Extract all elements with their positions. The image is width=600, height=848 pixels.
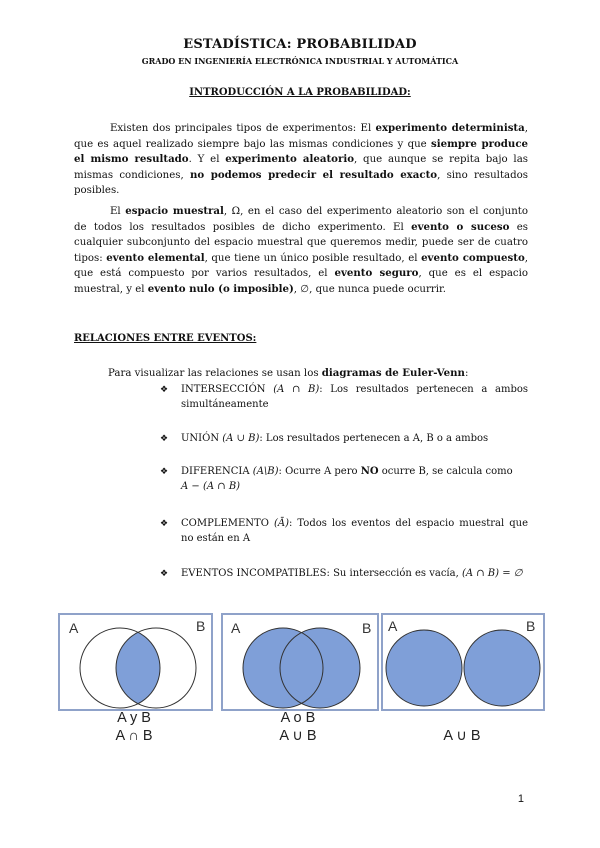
list-item-difference: ❖ DIFERENCIA (A\B): Ocurre A pero NO ocurre B, se calcula como A − (A ∩ B) [160,466,513,492]
list-item-incompatible: ❖ EVENTOS INCOMPATIBLES: Su intersección es vacía, (A ∩ B) = ∅ [160,566,528,581]
relations-intro: Para visualizar las relaciones se usan los diagramas de Euler-Venn: [108,367,469,379]
set-b-circle [464,630,540,706]
intro-heading: INTRODUCCIÓN A LA PROBABILIDAD: [189,87,411,98]
caption-union-words: A o B [280,710,316,726]
set-b-label: B [362,620,372,636]
diamond-bullet-icon: ❖ [160,434,169,444]
set-b-label: B [526,618,536,634]
set-a-label: A [388,618,398,634]
relations-heading: RELACIONES ENTRE EVENTOS: [74,333,257,344]
intro-paragraph-1: Existen dos principales tipos de experimentos: El experimento determinista, que es aquel realizado siempre bajo las mismas condiciones y que siempre produce el mismo resultado. Y el experimento aleatorio, que aunque se repita bajo las mismas condiciones, no podemos predecir el resultado exacto, sino resultados posibles. [74,122,528,197]
intro-paragraph-2: El espacio muestral, Ω, en el caso del experimento aleatorio son el conjunto de todos los resultados posibles de dicho experimento. El evento o suceso es cualquier subconjunto del espacio muestral que queremos medir, puede ser de cuatro tipos: evento elemental, que tiene un único posible resultado, el evento compuesto, que está compuesto por varios resultados, el evento seguro, que es el espacio muestral, y el evento nulo (o imposible), ∅, que nunca puede ocurrir. [74,205,529,295]
venn-intersection-graphic [60,615,211,709]
set-a-label: A [231,620,241,636]
venn-diagram-intersection [58,613,213,711]
diamond-bullet-icon: ❖ [160,385,169,395]
venn-diagram-disjoint [381,613,545,711]
list-item-union: ❖ UNIÓN (A ∪ B): Los resultados pertenecen a A, B o a ambos [160,431,528,446]
page-number: 1 [517,793,524,805]
venn-disjoint-graphic [383,615,543,709]
venn-diagram-union [221,613,379,711]
venn-union-graphic [223,615,377,709]
caption-intersection-symbol: A ∩ B [115,728,153,744]
caption-union-symbol: A ∪ B [279,728,317,744]
document-title: ESTADÍSTICA: PROBABILIDAD [183,37,417,52]
set-a-circle [386,630,462,706]
list-item-complement: ❖ COMPLEMENTO (Ā): Todos los eventos del espacio muestral que no están en A [160,518,528,544]
document-subtitle: GRADO EN INGENIERÍA ELECTRÓNICA INDUSTRIAL Y AUTOMÁTICA [141,56,459,66]
diamond-bullet-icon: ❖ [160,569,169,579]
diamond-bullet-icon: ❖ [160,519,169,529]
caption-intersection-words: A y B [117,710,151,726]
list-item-intersection: ❖ INTERSECCIÓN (A ∩ B): Los resultados pertenecen a ambos simultáneamente [160,384,529,410]
set-a-label: A [69,620,79,636]
diamond-bullet-icon: ❖ [160,467,169,477]
set-b-label: B [196,618,206,634]
caption-disjoint-symbol: A ∪ B [443,728,481,744]
